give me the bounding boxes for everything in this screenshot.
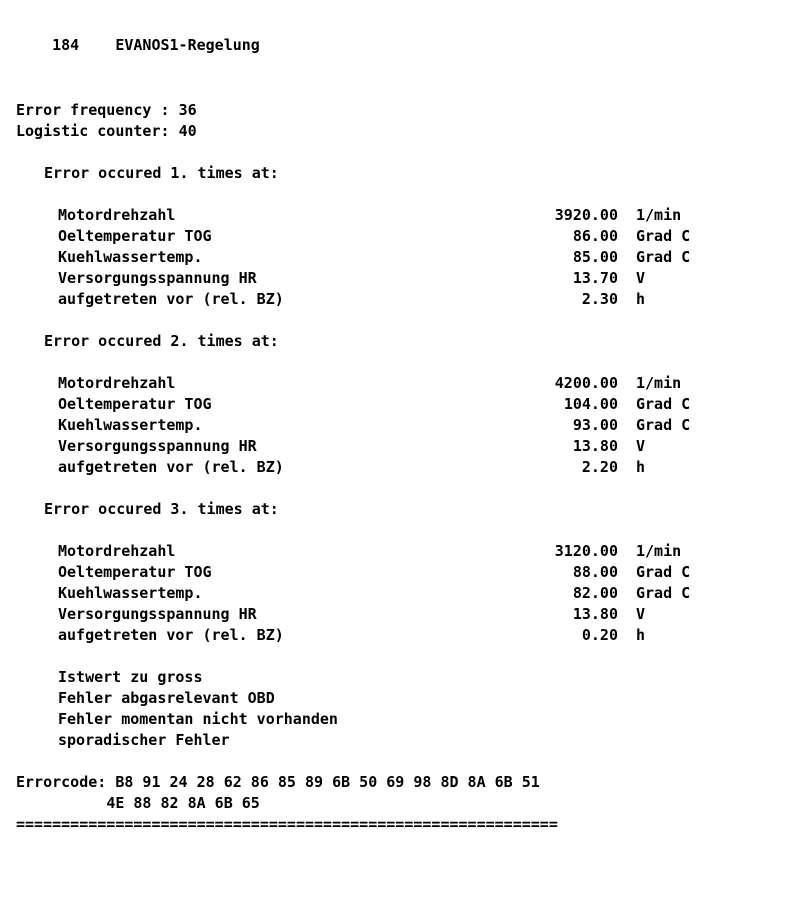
spacer — [16, 520, 778, 541]
measurement-value: 13.80 — [572, 605, 618, 623]
measurement-unit: 1/min — [636, 542, 682, 560]
spacer — [16, 184, 778, 205]
measurement-label: aufgetreten vor (rel. BZ) — [58, 626, 284, 644]
measurement-unit: V — [636, 269, 646, 287]
logistic-counter-row — [16, 121, 778, 142]
spacer — [16, 79, 778, 100]
measurement-label: Versorgungsspannung HR — [58, 437, 257, 455]
spacer — [16, 646, 778, 667]
measurement-label: Versorgungsspannung HR — [58, 269, 257, 287]
measurement-value: 3120.00 — [554, 542, 618, 560]
error-frequency-label: Error frequency : — [16, 101, 170, 119]
header-gap — [79, 36, 115, 54]
measurement-unit: Grad C — [636, 227, 691, 245]
measurement-label: Motordrehzahl — [58, 542, 176, 560]
measurement-row — [16, 562, 778, 583]
measurement-label: aufgetreten vor (rel. BZ) — [58, 290, 284, 308]
report-number: 184 — [52, 36, 80, 54]
measurement-unit: 1/min — [636, 206, 682, 224]
measurement-label: Versorgungsspannung HR — [58, 605, 257, 623]
measurement-value: 2.30 — [581, 290, 618, 308]
note-line: Fehler momentan nicht vorhanden — [58, 710, 338, 728]
measurement-label: Kuehlwassertemp. — [58, 584, 203, 602]
errorcode-continuation-row — [16, 793, 778, 814]
measurement-value: 13.70 — [572, 269, 618, 287]
measurement-row — [16, 247, 778, 268]
measurement-value: 3920.00 — [554, 206, 618, 224]
measurement-row — [16, 415, 778, 436]
measurement-row — [16, 541, 778, 562]
errorcode-values-line1: B8 91 24 28 62 86 85 89 6B 50 69 98 8D 8A 6B 51 — [115, 773, 540, 791]
measurement-unit: Grad C — [636, 248, 691, 266]
measurement-row — [16, 604, 778, 625]
measurement-row — [16, 289, 778, 310]
error-frequency-row — [16, 100, 778, 121]
errorcode-row — [16, 772, 778, 793]
measurement-label: Oeltemperatur TOG — [58, 563, 212, 581]
measurement-value: 13.80 — [572, 437, 618, 455]
measurement-unit: Grad C — [636, 416, 691, 434]
measurement-row — [16, 205, 778, 226]
measurement-label: Kuehlwassertemp. — [58, 416, 203, 434]
measurement-value: 104.00 — [563, 395, 618, 413]
measurement-label: Kuehlwassertemp. — [58, 248, 203, 266]
measurement-unit: Grad C — [636, 395, 691, 413]
measurement-value: 88.00 — [572, 563, 618, 581]
spacer — [16, 310, 778, 331]
measurement-row — [16, 394, 778, 415]
measurement-unit: 1/min — [636, 374, 682, 392]
note-line: sporadischer Fehler — [58, 731, 230, 749]
report-header — [16, 14, 778, 77]
errorcode-label: Errorcode: — [16, 773, 107, 791]
logistic-counter-value: 40 — [178, 122, 197, 140]
measurement-value: 4200.00 — [554, 374, 618, 392]
measurement-value: 85.00 — [572, 248, 618, 266]
measurement-label: Oeltemperatur TOG — [58, 395, 212, 413]
measurement-row — [16, 457, 778, 478]
error-frequency-value: 36 — [178, 101, 197, 119]
spacer — [16, 142, 778, 163]
measurement-row — [16, 625, 778, 646]
note-line: Istwert zu gross — [58, 668, 203, 686]
measurement-value: 2.20 — [581, 458, 618, 476]
measurement-unit: V — [636, 605, 646, 623]
measurement-label: Motordrehzahl — [58, 206, 176, 224]
section-divider: ============================================================ — [16, 815, 558, 833]
measurement-unit: h — [636, 458, 646, 476]
measurement-row — [16, 268, 778, 289]
measurement-value: 0.20 — [581, 626, 618, 644]
measurement-value: 86.00 — [572, 227, 618, 245]
measurement-unit: h — [636, 290, 646, 308]
measurement-unit: h — [636, 626, 646, 644]
note-line: Fehler abgasrelevant OBD — [58, 689, 275, 707]
measurement-row — [16, 226, 778, 247]
report-title: EVANOS1-Regelung — [115, 36, 260, 54]
occurrence-heading: Error occured 2. times at: — [44, 332, 279, 350]
measurement-unit: Grad C — [636, 563, 691, 581]
measurement-value: 93.00 — [572, 416, 618, 434]
measurement-row — [16, 583, 778, 604]
measurement-label: Motordrehzahl — [58, 374, 176, 392]
spacer — [16, 352, 778, 373]
measurement-value: 82.00 — [572, 584, 618, 602]
occurrence-heading: Error occured 1. times at: — [44, 164, 279, 182]
logistic-counter-label: Logistic counter: — [16, 122, 170, 140]
measurement-unit: Grad C — [636, 584, 691, 602]
measurement-row — [16, 373, 778, 394]
occurrence-heading: Error occured 3. times at: — [44, 500, 279, 518]
measurement-unit: V — [636, 437, 646, 455]
measurement-row — [16, 436, 778, 457]
measurement-label: Oeltemperatur TOG — [58, 227, 212, 245]
spacer — [16, 478, 778, 499]
spacer — [16, 751, 778, 772]
errorcode-values-line2: 4E 88 82 8A 6B 65 — [106, 794, 260, 812]
measurement-label: aufgetreten vor (rel. BZ) — [58, 458, 284, 476]
